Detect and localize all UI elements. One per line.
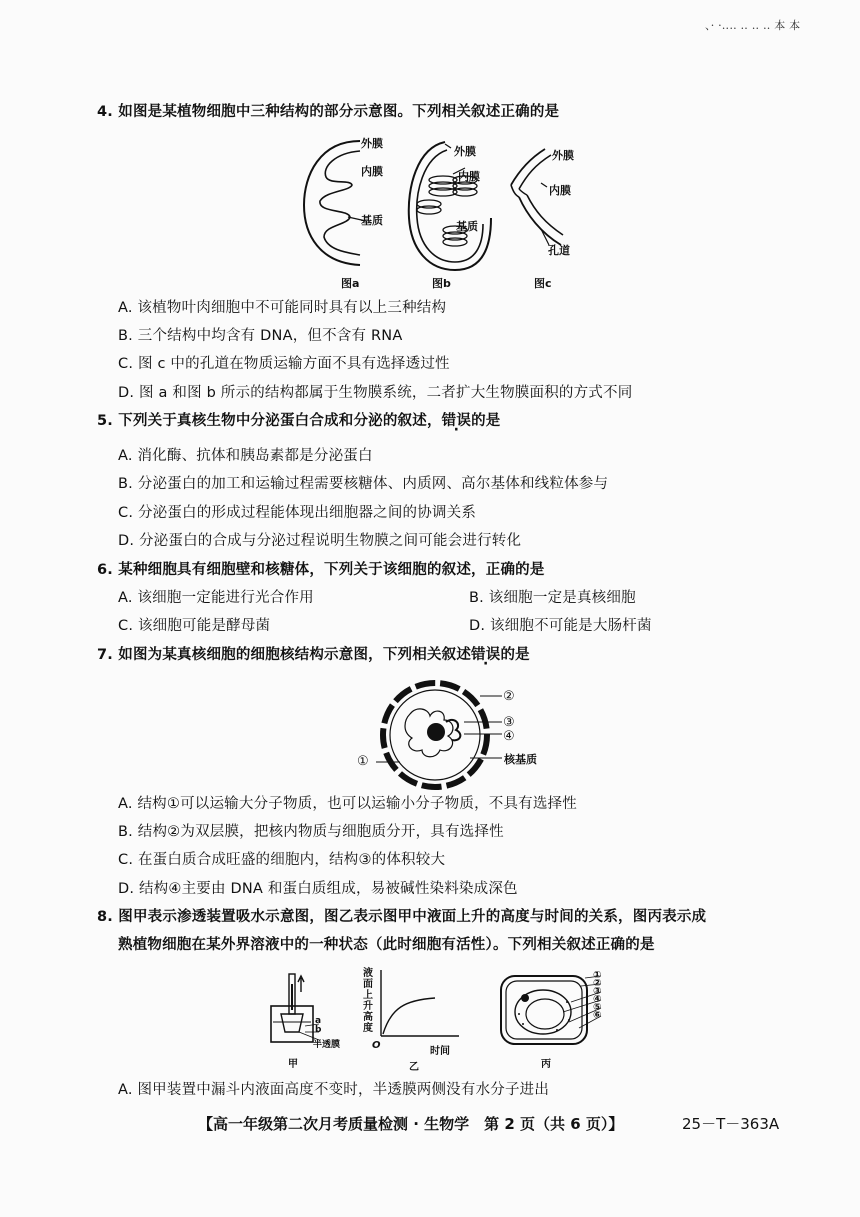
- q4-option-a: A. 该植物叶肉细胞中不可能同时具有以上三种结构: [118, 300, 447, 316]
- q5-option-c: C. 分泌蛋白的形成过程能体现出细胞器之间的协调关系: [118, 505, 477, 521]
- q8-bing-label-3: ③: [593, 986, 602, 997]
- q8-stem-line1: 8. 图甲表示渗透装置吸水示意图，图乙表示图甲中液面上升的高度与时间的关系，图丙表示成: [97, 909, 707, 925]
- q5-option-b: B. 分泌蛋白的加工和运输过程需要核糖体、内质网、高尔基体和线粒体参与: [118, 476, 609, 492]
- q4-figure-b: [405, 138, 495, 278]
- q8-bing-label-1: ①: [593, 970, 602, 981]
- q4-figa-label-outer: 外膜: [361, 137, 383, 150]
- q5-stem-emphasis: 错误: [441, 413, 472, 429]
- q4-option-b: B. 三个结构中均含有 DNA，但不含有 RNA: [118, 328, 403, 344]
- q8-yi-origin: O: [372, 1040, 381, 1051]
- q8-bing-caption: 丙: [541, 1059, 551, 1070]
- q6-option-a: A. 该细胞一定能进行光合作用: [118, 590, 314, 606]
- header-marks: 、· ·‥‥ ‥ ‥ ‥ 本 本: [705, 19, 801, 32]
- q8-option-a: A. 图甲装置中漏斗内液面高度不变时，半透膜两侧没有水分子进出: [118, 1082, 550, 1098]
- q8-yi-xlabel: 时间: [430, 1046, 450, 1057]
- q6-option-b: B. 该细胞一定是真核细胞: [469, 590, 636, 606]
- q5-stem-post: 的是: [471, 413, 501, 429]
- q7-option-a: A. 结构①可以运输大分子物质，也可以运输小分子物质，不具有选择性: [118, 796, 577, 812]
- q4-option-c: C. 图 c 中的孔道在物质运输方面不具有选择透过性: [118, 356, 450, 372]
- q5-stem: [97, 411, 500, 431]
- q7-stem-post: 的是: [500, 647, 530, 663]
- q4-figa-caption: 图a: [341, 277, 360, 290]
- q8-jia-label-b: b: [315, 1025, 322, 1035]
- q7-option-d: D. 结构④主要由 DNA 和蛋白质组成，易被碱性染料染成深色: [118, 881, 518, 897]
- q7-fig-label-2: ②: [503, 689, 515, 704]
- q4-figb-label-inner: 内膜: [458, 170, 480, 183]
- q8-bing-label-2: ②: [593, 978, 602, 989]
- q8-stem-line2: 熟植物细胞在某外界溶液中的一种状态（此时细胞有活性）。下列相关叙述正确的是: [118, 937, 655, 953]
- q4-option-d: D. 图 a 和图 b 所示的结构都属于生物膜系统，二者扩大生物膜面积的方式不同: [118, 385, 633, 401]
- q4-figc-label-outer: 外膜: [552, 149, 574, 162]
- q8-fig-yi-graph: [375, 968, 465, 1048]
- q5-option-d: D. 分泌蛋白的合成与分泌过程说明生物膜之间可能会进行转化: [118, 533, 522, 549]
- q6-stem: 6. 某种细胞具有细胞壁和核糖体，下列关于该细胞的叙述，正确的是: [97, 562, 545, 578]
- q4-figc-label-pore: 孔道: [548, 244, 570, 257]
- q7-fig-label-4: ④: [503, 729, 515, 744]
- q8-jia-label-membrane: 半透膜: [313, 1040, 341, 1050]
- q4-figb-label-matrix: 基质: [456, 220, 478, 233]
- footer-code: 25－T－363A: [682, 1115, 780, 1133]
- q4-figa-label-inner: 内膜: [361, 165, 383, 178]
- q8-bing-label-5: ⑤: [593, 1002, 602, 1013]
- q4-figure-a: [300, 135, 380, 275]
- q4-figb-label-outer: 外膜: [454, 145, 476, 158]
- q6-option-d: D. 该细胞不可能是大肠杆菌: [469, 618, 652, 634]
- q8-fig-bing-cell: [497, 972, 607, 1052]
- q4-figb-caption: 图b: [432, 277, 451, 290]
- q7-fig-label-3: ③: [503, 715, 515, 730]
- q6-option-c: C. 该细胞可能是酵母菌: [118, 618, 271, 634]
- q7-option-c: C. 在蛋白质合成旺盛的细胞内，结构③的体积较大: [118, 852, 446, 868]
- q8-yi-caption: 乙: [409, 1062, 419, 1073]
- q4-figc-caption: 图c: [534, 277, 552, 290]
- q7-stem: [97, 645, 530, 665]
- q7-fig-label-1: ①: [357, 754, 369, 769]
- q8-jia-caption: 甲: [288, 1059, 298, 1070]
- q7-leader-lines: [360, 690, 520, 780]
- q5-option-a: A. 消化酶、抗体和胰岛素都是分泌蛋白: [118, 448, 373, 464]
- q4-figc-label-inner: 内膜: [549, 184, 571, 197]
- q8-yi-ylabel: 液面上升高度: [363, 968, 373, 1034]
- q7-stem-pre: 7. 如图为某真核细胞的细胞核结构示意图，下列相关叙述: [97, 647, 472, 663]
- q8-bing-label-6: ⑥: [593, 1010, 602, 1021]
- q5-stem-pre: 5. 下列关于真核生物中分泌蛋白合成和分泌的叙述，: [97, 413, 442, 429]
- footer-title: 【高一年级第二次月考质量检测 · 生物学 第 2 页（共 6 页）】: [198, 1115, 624, 1133]
- q4-figa-label-matrix: 基质: [361, 214, 383, 227]
- q7-stem-emphasis: 错误: [471, 647, 501, 663]
- q7-option-b: B. 结构②为双层膜，把核内物质与细胞质分开，具有选择性: [118, 824, 504, 840]
- q8-bing-label-4: ④: [593, 994, 602, 1005]
- q7-fig-label-matrix: 核基质: [504, 753, 537, 766]
- q8-jia-label-a: a: [315, 1016, 322, 1026]
- q4-stem: 4. 如图是某植物细胞中三种结构的部分示意图。下列相关叙述正确的是: [97, 104, 560, 120]
